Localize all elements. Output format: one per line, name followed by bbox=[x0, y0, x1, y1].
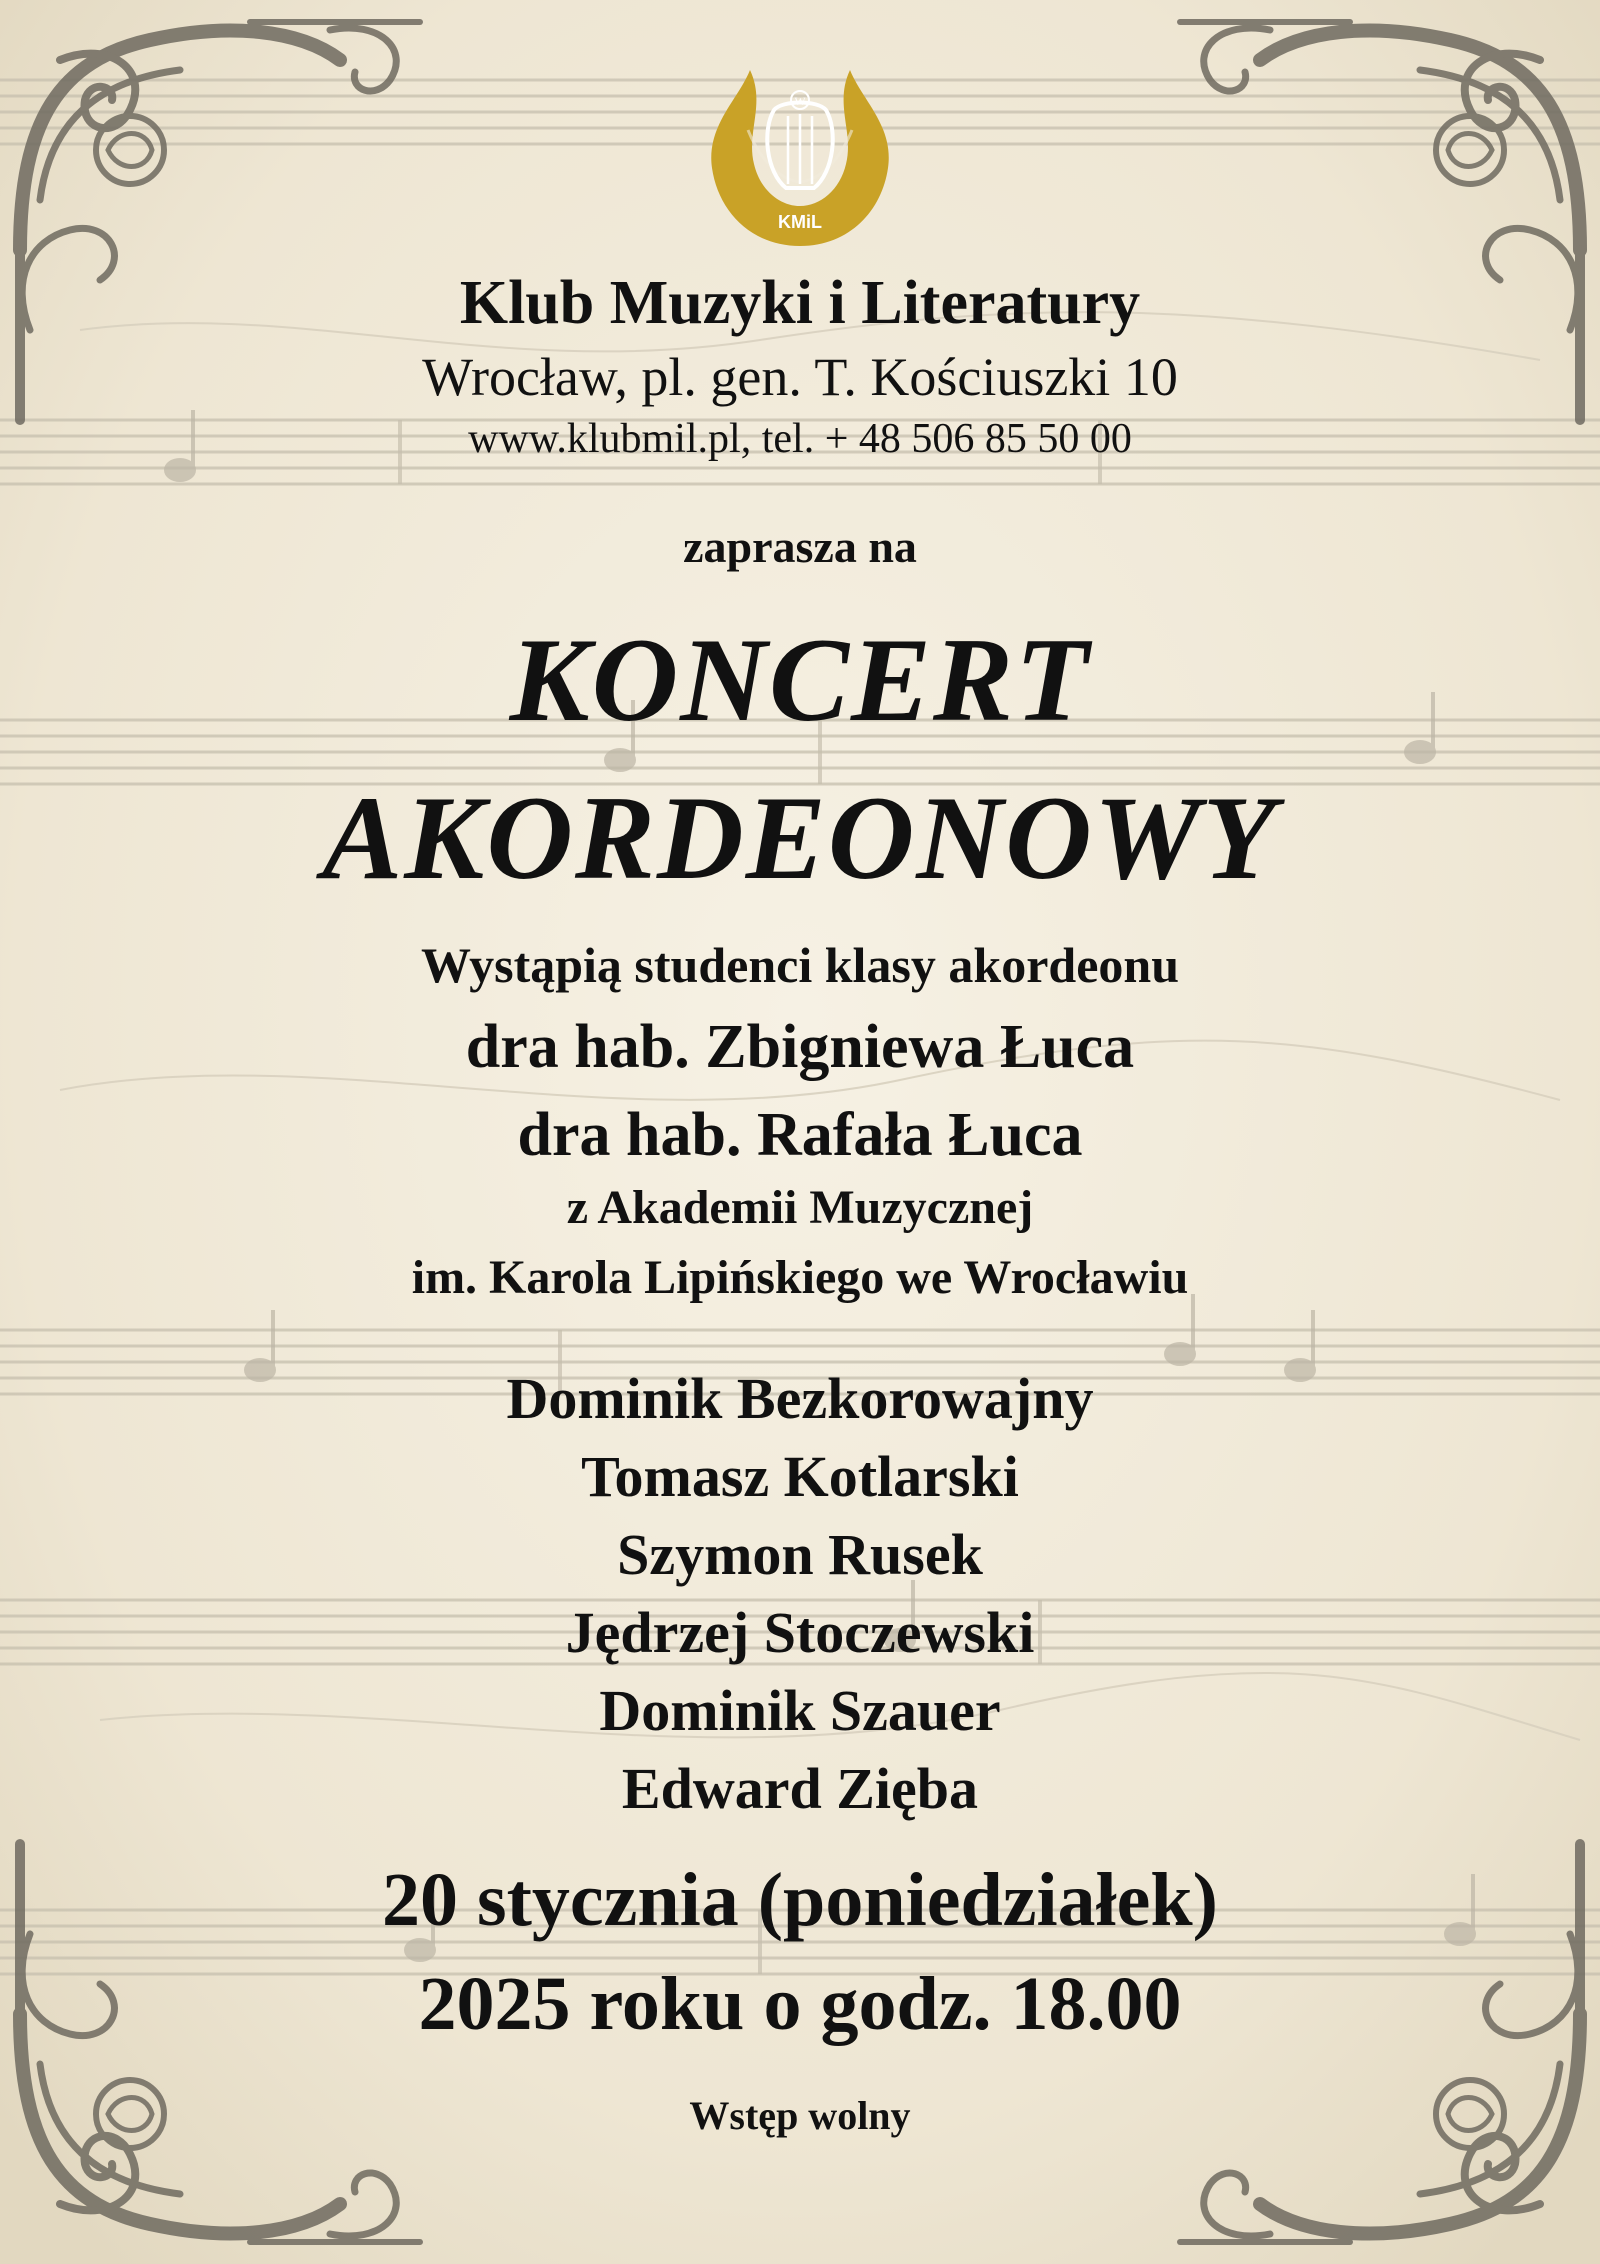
performer-name: Szymon Rusek bbox=[617, 1522, 983, 1587]
logo-monogram: KMiL bbox=[778, 212, 822, 232]
academy-line: z Akademii Muzycznej bbox=[566, 1181, 1034, 1234]
performer-name: Dominik Bezkorowajny bbox=[506, 1366, 1094, 1431]
event-date: 20 stycznia (poniedziałek) bbox=[382, 1858, 1218, 1942]
lyra-icon bbox=[690, 60, 910, 250]
teacher-name: dra hab. Rafała Łuca bbox=[517, 1101, 1083, 1169]
logo-mark: W bbox=[794, 94, 806, 108]
entry-note: Wstęp wolny bbox=[689, 2093, 911, 2138]
club-address: Wrocław, pl. gen. T. Kościuszki 10 bbox=[422, 347, 1178, 407]
event-title-line-2: AKORDEONOWY bbox=[322, 771, 1278, 904]
performers-intro: Wystąpią studenci klasy akordeonu bbox=[420, 937, 1180, 993]
performer-name: Edward Zięba bbox=[621, 1756, 979, 1821]
academy-line: im. Karola Lipińskiego we Wrocławiu bbox=[411, 1251, 1189, 1304]
club-name: Klub Muzyki i Literatury bbox=[459, 269, 1141, 337]
performer-name: Jędrzej Stoczewski bbox=[565, 1600, 1035, 1665]
club-contact: www.klubmil.pl, tel. + 48 506 85 50 00 bbox=[468, 416, 1132, 462]
performer-name: Tomasz Kotlarski bbox=[581, 1444, 1019, 1509]
event-time: 2025 roku o godz. 18.00 bbox=[418, 1962, 1182, 2046]
invite-text: zaprasza na bbox=[683, 521, 917, 572]
teacher-name: dra hab. Zbigniewa Łuca bbox=[465, 1013, 1135, 1081]
event-title-line-1: KONCERT bbox=[509, 613, 1091, 746]
performer-name: Dominik Szauer bbox=[599, 1678, 1001, 1743]
